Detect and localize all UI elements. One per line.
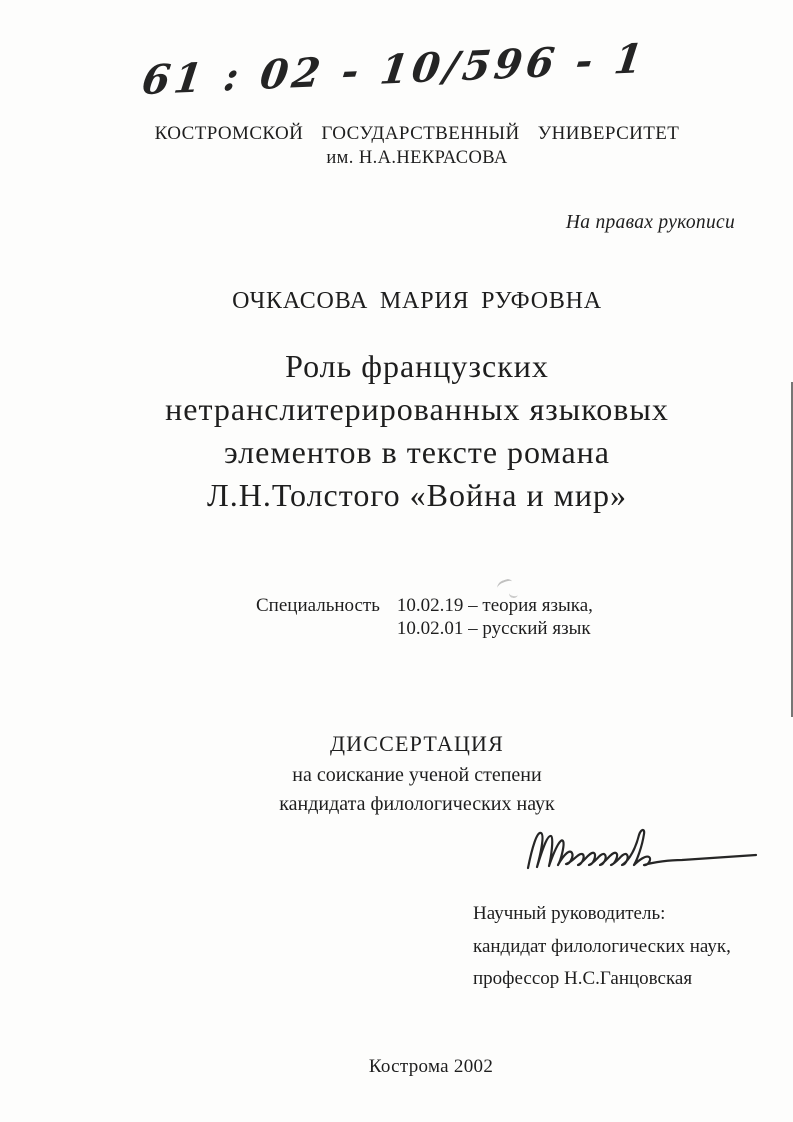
specialty-codes bbox=[397, 594, 593, 640]
university-affiliation: им. Н.А.НЕКРАСОВА bbox=[326, 148, 508, 168]
title-line-1: Роль французских bbox=[285, 348, 549, 384]
advisor-block bbox=[473, 898, 731, 996]
title-line-3: элементов в тексте романа bbox=[224, 434, 610, 470]
degree-name-line: кандидата филологических наук bbox=[279, 792, 555, 815]
dissertation-heading: ДИССЕРТАЦИЯ bbox=[329, 731, 505, 756]
specialty-code-1: 10.02.19 – теория языка, bbox=[396, 595, 593, 616]
university-name: КОСТРОМСКОЙ ГОСУДАРСТВЕННЫЙ УНИВЕРСИТЕТ bbox=[154, 123, 680, 144]
advisor-degree: кандидат филологических наук, bbox=[473, 935, 731, 957]
title-line-2: нетранслитерированных языковых bbox=[165, 391, 669, 427]
manuscript-rights-note: На правах рукописи bbox=[565, 212, 735, 233]
author-name: ОЧКАСОВА МАРИЯ РУФОВНА bbox=[232, 288, 602, 314]
signature-scribble-icon bbox=[520, 822, 765, 878]
university-header bbox=[42, 122, 792, 170]
place-and-year: Кострома 2002 bbox=[368, 1056, 494, 1077]
specialty-label: Специальность bbox=[256, 595, 380, 616]
dissertation-statement bbox=[42, 731, 792, 818]
advisor-heading: Научный руководитель: bbox=[473, 903, 666, 924]
title-line-4: Л.Н.Толстого «Война и мир» bbox=[207, 477, 627, 513]
handwritten-signature bbox=[520, 822, 765, 878]
handwritten-call-number: 61 : 02 - 10/596 - 1 bbox=[139, 34, 650, 105]
dissertation-title bbox=[42, 345, 792, 517]
advisor-name: профессор Н.С.Ганцовская bbox=[473, 968, 693, 989]
degree-pursuit-line: на соискание ученой степени bbox=[292, 764, 542, 786]
specialty-block bbox=[256, 594, 593, 640]
specialty-code-2: 10.02.01 – русский язык bbox=[396, 618, 591, 639]
